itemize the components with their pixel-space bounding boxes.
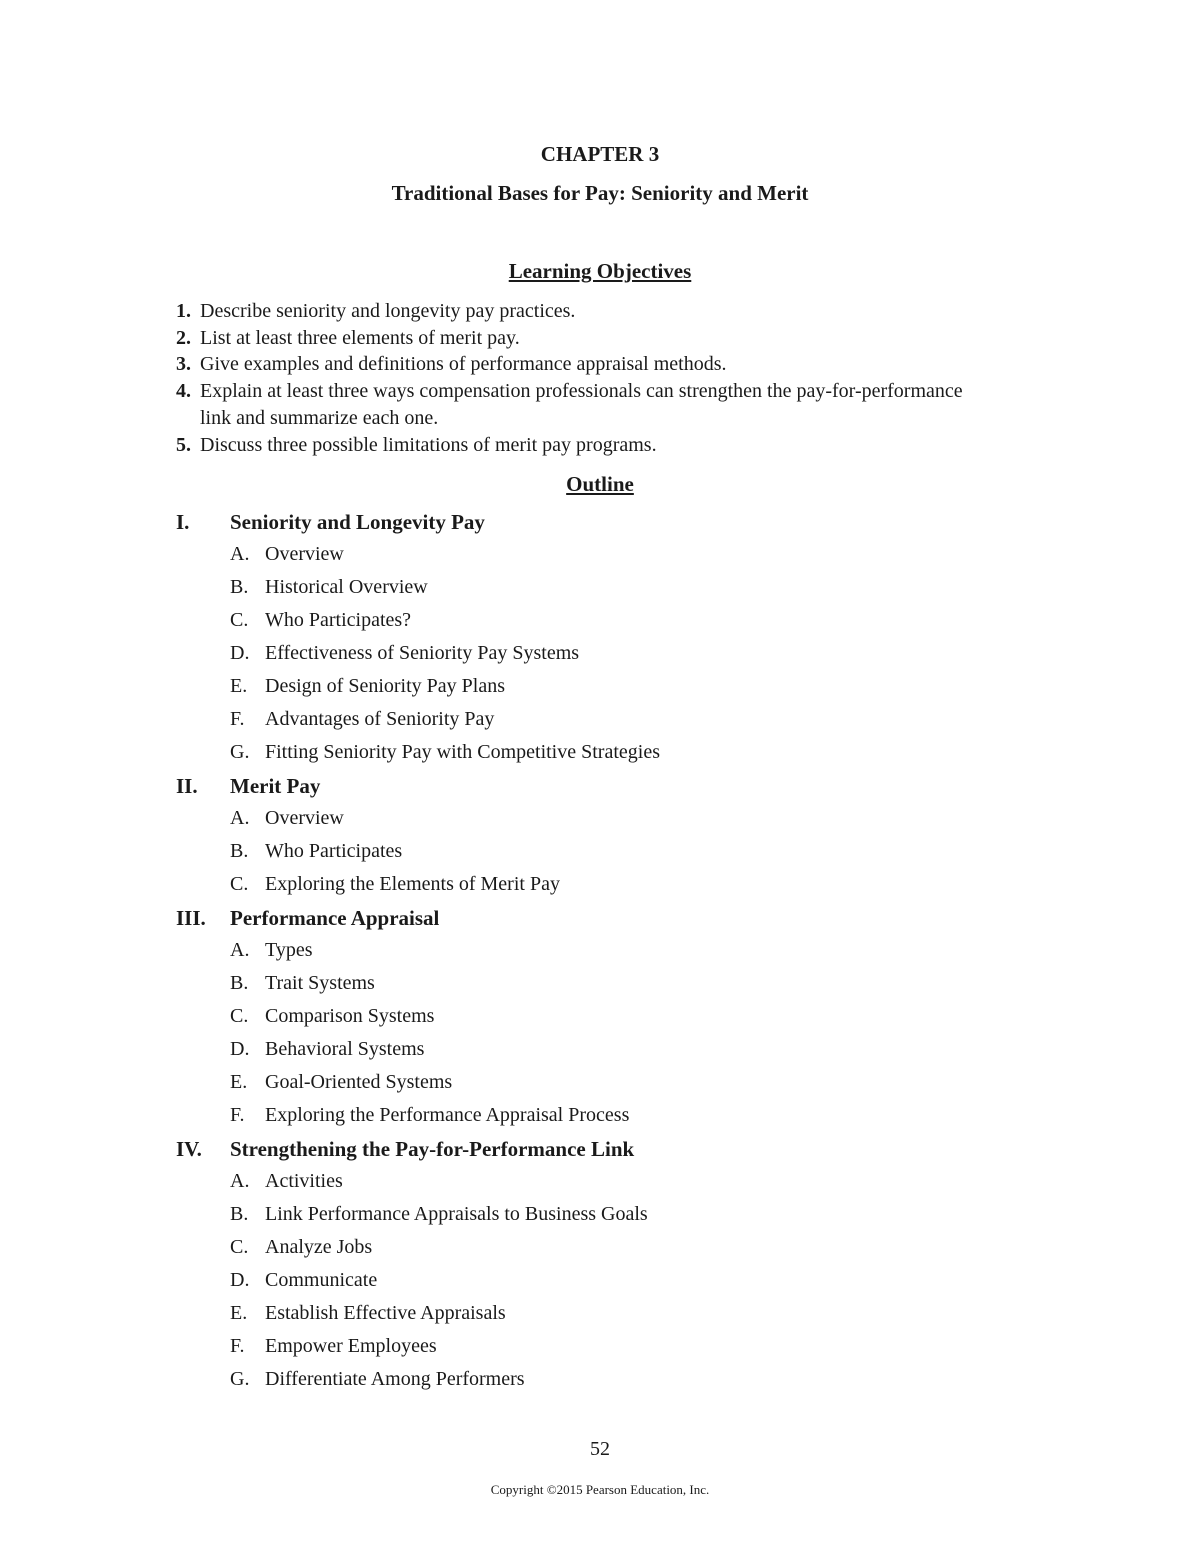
item-letter: D. [230,642,250,664]
section-numeral: III. [176,906,206,930]
outline-list [176,508,1026,1399]
objective-number: 1. [176,300,191,322]
objective-item [176,298,996,325]
outline-item [176,1333,1026,1366]
item-text: Comparison Systems [265,1005,435,1027]
outline-section-header [176,904,1026,937]
section-title: Performance Appraisal [230,906,440,930]
outline-item [176,1069,1026,1102]
outline-item [176,1201,1026,1234]
outline-item [176,937,1026,970]
outline-item [176,1003,1026,1036]
outline-item [176,640,1026,673]
item-letter: E. [230,675,248,697]
learning-objectives-list [176,298,996,458]
section-numeral: IV. [176,1137,202,1161]
outline-section-header [176,772,1026,805]
item-letter: F. [230,708,245,730]
item-letter: B. [230,1203,249,1225]
item-text: Exploring the Elements of Merit Pay [265,873,560,895]
objective-number: 3. [176,353,191,376]
item-text: Fitting Seniority Pay with Competitive Strategies [265,741,660,763]
outline-heading: Outline [566,472,634,496]
learning-objectives-heading: Learning Objectives [508,259,692,283]
objective-item [176,378,996,431]
objective-item [176,351,996,378]
outline-section-header [176,1135,1026,1168]
objective-item [176,325,996,352]
outline-item [176,739,1026,772]
objective-item [176,432,996,459]
item-text: Establish Effective Appraisals [265,1302,506,1324]
item-text: Historical Overview [265,576,428,598]
section-numeral: I. [176,510,190,534]
chapter-label: CHAPTER 3 [540,142,660,166]
objective-text: List at least three elements of merit pay. [200,326,520,349]
item-letter: A. [230,543,250,565]
item-text: Link Performance Appraisals to Business Goals [265,1203,648,1225]
item-text: Types [265,939,313,961]
item-letter: C. [230,873,249,895]
section-numeral: II. [176,774,198,798]
outline-item [176,970,1026,1003]
outline-item [176,838,1026,871]
outline-item [176,574,1026,607]
copyright-notice: Copyright ©2015 Pearson Education, Inc. [490,1482,710,1497]
objective-text: Discuss three possible limitations of merit pay programs. [200,433,657,456]
objective-number: 2. [176,326,191,349]
item-letter: C. [230,1005,249,1027]
item-letter: B. [230,972,249,994]
item-text: Trait Systems [265,972,375,994]
objective-number: 5. [176,433,191,456]
page-number: 52 [590,1438,610,1460]
item-text: Goal-Oriented Systems [265,1071,453,1093]
objective-number: 4. [176,380,191,403]
item-letter: C. [230,1236,249,1258]
item-letter: E. [230,1071,248,1093]
outline-item [176,1300,1026,1333]
item-text: Design of Seniority Pay Plans [265,675,505,697]
outline-item [176,1366,1026,1399]
item-letter: F. [230,1104,245,1126]
item-text: Exploring the Performance Appraisal Process [265,1104,630,1126]
objective-text: Describe seniority and longevity pay practices. [200,300,576,322]
item-letter: A. [230,1170,250,1192]
item-letter: D. [230,1038,250,1060]
item-letter: F. [230,1335,245,1357]
item-text: Analyze Jobs [265,1236,373,1258]
item-letter: A. [230,807,250,829]
item-text: Empower Employees [265,1335,437,1357]
item-text: Communicate [265,1269,378,1291]
item-letter: B. [230,576,249,598]
outline-item [176,1102,1026,1135]
item-text: Differentiate Among Performers [265,1368,525,1390]
section-title: Merit Pay [230,774,321,798]
item-text: Activities [265,1170,343,1192]
outline-item [176,673,1026,706]
item-text: Overview [265,543,344,565]
item-text: Who Participates? [265,609,412,631]
outline-item [176,805,1026,838]
objective-text: Give examples and definitions of performance appraisal methods. [200,353,727,376]
outline-section-header [176,508,1026,541]
item-text: Overview [265,807,344,829]
item-letter: A. [230,939,250,961]
outline-item [176,607,1026,640]
item-text: Effectiveness of Seniority Pay Systems [265,642,580,664]
outline-item [176,1168,1026,1201]
outline-item [176,1036,1026,1069]
item-letter: G. [230,741,250,763]
section-title: Strengthening the Pay-for-Performance Link [230,1137,635,1161]
outline-item [176,706,1026,739]
item-letter: D. [230,1269,250,1291]
item-text: Advantages of Seniority Pay [265,708,495,730]
item-text: Who Participates [265,840,403,862]
outline-item [176,1234,1026,1267]
outline-item [176,1267,1026,1300]
outline-item [176,871,1026,904]
section-title: Seniority and Longevity Pay [230,510,485,534]
item-letter: C. [230,609,249,631]
chapter-title: Traditional Bases for Pay: Seniority and Merit [391,181,809,205]
item-letter: E. [230,1302,248,1324]
item-letter: G. [230,1368,250,1390]
item-letter: B. [230,840,249,862]
item-text: Behavioral Systems [265,1038,425,1060]
objective-text: Explain at least three ways compensation professionals can strengthen the pay-for-performance link and summarize each one. [200,380,963,429]
outline-item [176,541,1026,574]
